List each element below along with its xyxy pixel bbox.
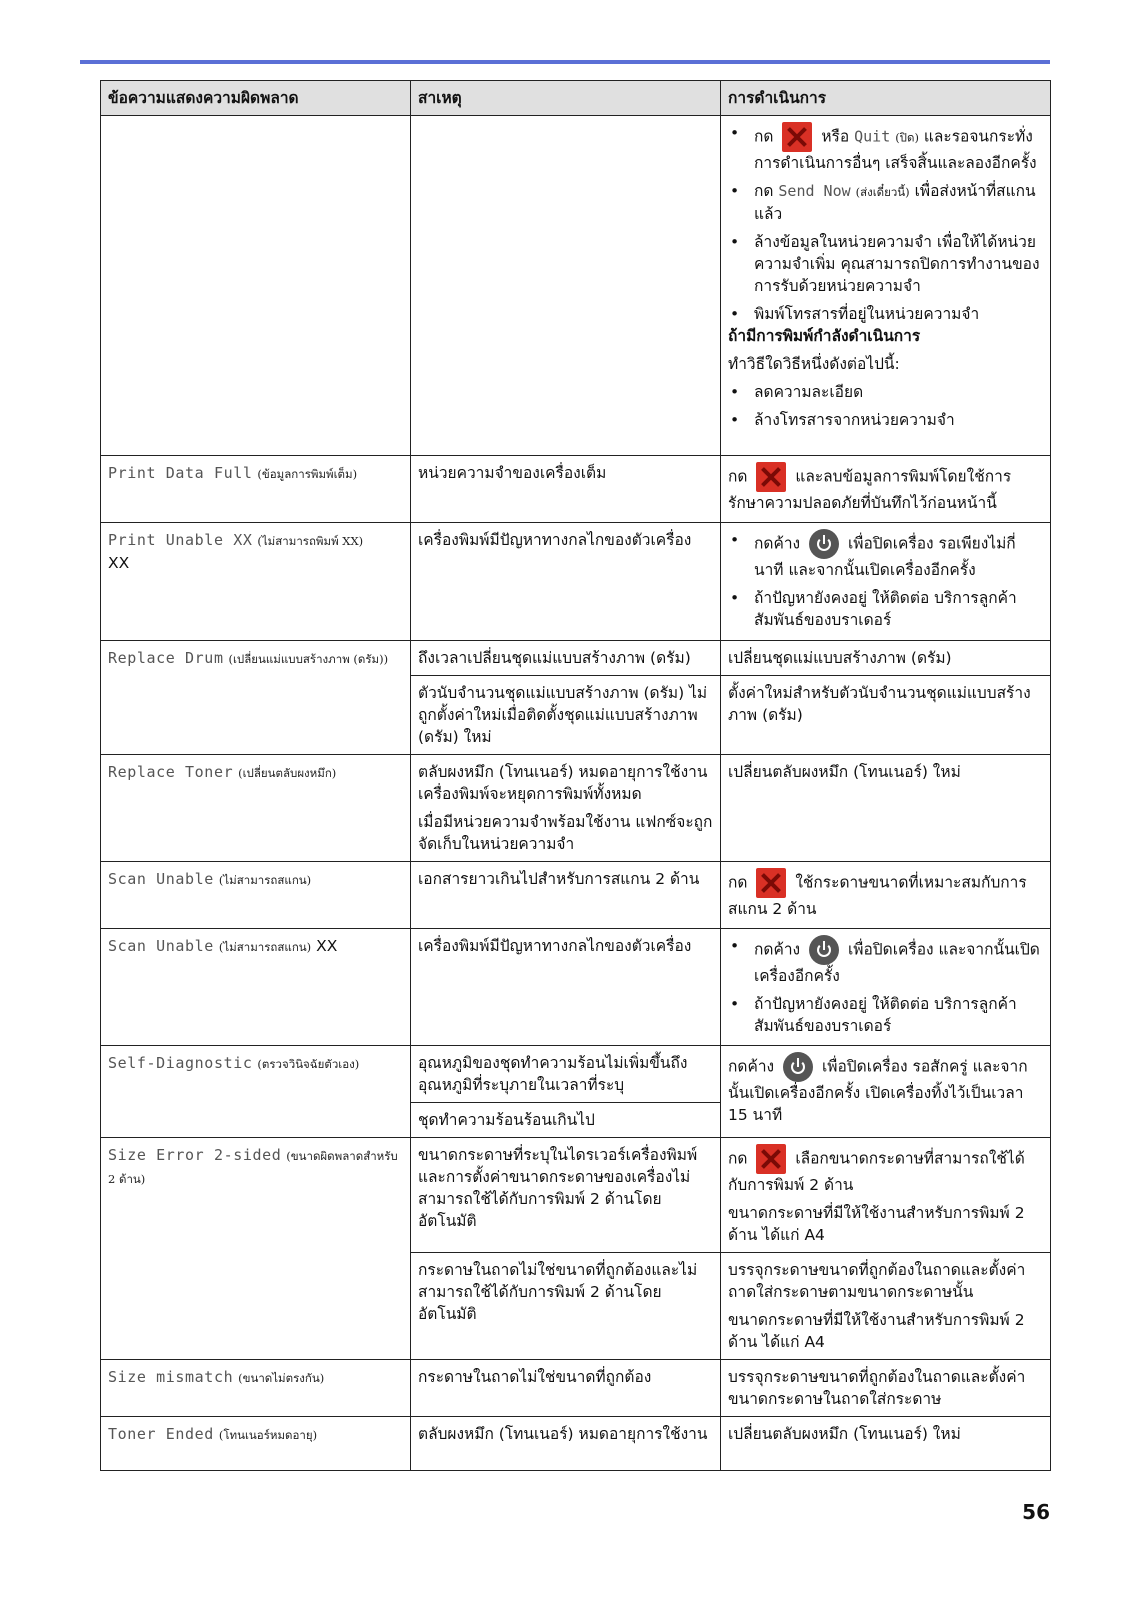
action-text: กดค้าง [754, 534, 801, 553]
action-cell [721, 929, 1051, 1046]
error-cell [101, 116, 411, 456]
action-list [728, 935, 1043, 1037]
subheading: ถ้ามีการพิมพ์กำลังดำเนินการ [728, 327, 921, 345]
error-suffix: XX [316, 937, 338, 955]
action-cell [721, 1138, 1051, 1253]
cause-cell: ตลับผงหมึก (โทนเนอร์) หมดอายุการใช้งาน [411, 1417, 721, 1471]
table-row [101, 641, 1051, 676]
action-cell: เปลี่ยนตลับผงหมึก (โทนเนอร์) ใหม่ [721, 755, 1051, 862]
error-translation: (ตรวจวินิจฉัยตัวเอง) [257, 1057, 360, 1071]
action-text: เพื่อปิดเครื่อง รอเพียงไม่กี่นาที และจากนั้นเปิดเครื่องอีกครั้ง [754, 534, 1016, 579]
table-row [101, 929, 1051, 1046]
table-row [101, 1360, 1051, 1417]
action-text: ขนาดกระดาษที่มีให้ใช้งานสำหรับการพิมพ์ 2 ด้าน ได้แก่ A4 [728, 1311, 1025, 1351]
error-message-table [100, 80, 1051, 1471]
error-cell [101, 1138, 411, 1360]
error-cell [101, 641, 411, 755]
error-translation: (เปลี่ยนแม่แบบสร้างภาพ (ดรัม)) [228, 652, 389, 666]
error-translation: (ขนาดผิดพลาดสำหรับ 2 ด้าน) [108, 1149, 398, 1186]
error-translation: (ข้อมูลการพิมพ์เต็ม) [257, 467, 358, 481]
cause-cell: หน่วยความจำของเครื่องเต็ม [411, 456, 721, 523]
cause-cell: เครื่องพิมพ์มีปัญหาทางกลไกของตัวเครื่อง [411, 929, 721, 1046]
error-code: Size Error 2-sided [108, 1146, 282, 1164]
cause-cell: ชุดทำความร้อนร้อนเกินไป [411, 1103, 721, 1138]
cause-cell: อุณหภูมิของชุดทำความร้อนไม่เพิ่มขึ้นถึงอุณหภูมิที่ระบุภายในเวลาที่ระบุ [411, 1046, 721, 1103]
list-item [728, 122, 1043, 174]
table-row [101, 1417, 1051, 1471]
action-text: เพื่อปิดเครื่อง รอสักครู่ และจากนั้นเปิดเครื่องอีกครั้ง เปิดเครื่องทิ้งไว้เป็นเวลา 15 นาที [728, 1057, 1028, 1124]
list-item: • ลดความละเอียด [728, 381, 1043, 403]
stop-x-icon [756, 1144, 786, 1174]
list-item: • ถ้าปัญหายังคงอยู่ ให้ติดต่อ บริการลูกค้าสัมพันธ์ของบราเดอร์ [728, 587, 1043, 631]
stop-x-icon [756, 868, 786, 898]
cause-cell: กระดาษในถาดไม่ใช่ขนาดที่ถูกต้อง [411, 1360, 721, 1417]
error-cell [101, 523, 411, 641]
error-code: Self-Diagnostic [108, 1054, 253, 1072]
table-header-row [101, 81, 1051, 116]
action-text: ใช้กระดาษขนาดที่เหมาะสมกับการสแกน 2 ด้าน [728, 873, 1027, 918]
power-icon [783, 1052, 813, 1082]
action-cell [721, 456, 1051, 523]
action-list [728, 122, 1043, 325]
action-cell: ตั้งค่าใหม่สำหรับตัวนับจำนวนชุดแม่แบบสร้างภาพ (ดรัม) [721, 676, 1051, 755]
error-cell [101, 1046, 411, 1138]
button-translation: (ปิด) [895, 130, 919, 145]
list-item [728, 529, 1043, 581]
list-item: • ถ้าปัญหายังคงอยู่ ให้ติดต่อ บริการลูกค้าสัมพันธ์ของบราเดอร์ [728, 993, 1043, 1037]
action-cell [721, 1046, 1051, 1138]
header-cause: สาเหตุ [411, 81, 721, 116]
error-translation: (เปลี่ยนตลับผงหมึก) [238, 766, 337, 780]
action-cell [721, 116, 1051, 456]
error-cell [101, 456, 411, 523]
action-cell [721, 1253, 1051, 1360]
header-action: การดำเนินการ [721, 81, 1051, 116]
action-text: กด [754, 182, 774, 200]
list-item [728, 180, 1043, 225]
table-row [101, 523, 1051, 641]
error-translation: (ไม่สามารถสแกน) [218, 940, 312, 954]
action-text: ขนาดกระดาษที่มีให้ใช้งานสำหรับการพิมพ์ 2 ด้าน ได้แก่ A4 [728, 1204, 1025, 1244]
error-translation: (ขนาดไม่ตรงกัน) [238, 1371, 325, 1385]
error-suffix: XX [108, 554, 130, 572]
list-item: • ล้างโทรสารจากหน่วยความจำ [728, 409, 1043, 431]
power-icon [809, 529, 839, 559]
error-code: Print Data Full [108, 464, 253, 482]
error-translation: (ไม่สามารถสแกน) [218, 873, 312, 887]
list-item: • ล้างข้อมูลในหน่วยความจำ เพื่อให้ได้หน่วยความจำเพิ่ม คุณสามารถปิดการทำงานของการรับด้วยหน่วยความจำ [728, 231, 1043, 297]
action-text: บรรจุกระดาษขนาดที่ถูกต้องในถาดและตั้งค่าถาดใส่กระดาษตามขนาดกระดาษนั้น [728, 1261, 1026, 1301]
stop-x-icon [756, 462, 786, 492]
action-cell: เปลี่ยนตลับผงหมึก (โทนเนอร์) ใหม่ [721, 1417, 1051, 1471]
button-code: Send Now [778, 182, 851, 200]
error-code: Replace Toner [108, 763, 234, 781]
cause-cell [411, 755, 721, 862]
stop-x-icon [782, 122, 812, 152]
error-cell [101, 1417, 411, 1471]
table-row [101, 1046, 1051, 1103]
power-icon [809, 935, 839, 965]
cause-cell [411, 116, 721, 456]
cause-text: ตลับผงหมึก (โทนเนอร์) หมดอายุการใช้งาน เครื่องพิมพ์จะหยุดการพิมพ์ทั้งหมด [418, 763, 708, 803]
cause-cell: ถึงเวลาเปลี่ยนชุดแม่แบบสร้างภาพ (ดรัม) [411, 641, 721, 676]
cause-text: เมื่อมีหน่วยความจำพร้อมใช้งาน แฟกซ์จะถูกจัดเก็บในหน่วยความจำ [418, 813, 713, 853]
action-text: กดค้าง [728, 1057, 775, 1076]
action-text: และลบข้อมูลการพิมพ์โดยใช้การรักษาความปลอดภัยที่บันทึกไว้ก่อนหน้านี้ [728, 467, 1012, 512]
action-text: เพื่อปิดเครื่อง และจากนั้นเปิดเครื่องอีกครั้ง [754, 940, 1040, 985]
action-list [728, 381, 1043, 431]
error-code: Replace Drum [108, 649, 224, 667]
error-code: Size mismatch [108, 1368, 234, 1386]
button-code: Quit [854, 127, 891, 146]
cause-cell: เครื่องพิมพ์มีปัญหาทางกลไกของตัวเครื่อง [411, 523, 721, 641]
action-cell: บรรจุกระดาษขนาดที่ถูกต้องในถาดและตั้งค่าขนาดกระดาษในถาดใส่กระดาษ [721, 1360, 1051, 1417]
error-code: Toner Ended [108, 1425, 214, 1443]
action-text: กด [754, 127, 774, 146]
action-text: เลือกขนาดกระดาษที่สามารถใช้ได้กับการพิมพ์ 2 ด้าน [728, 1149, 1025, 1194]
page-number: 56 [1022, 1500, 1050, 1524]
intro-text: ทำวิธีใดวิธีหนึ่งดังต่อไปนี้: [728, 355, 900, 373]
error-code: Scan Unable [108, 870, 214, 888]
list-item: • พิมพ์โทรสารที่อยู่ในหน่วยความจำ [728, 303, 1043, 325]
table-row [101, 755, 1051, 862]
action-text: หรือ [821, 127, 850, 146]
action-text: กดค้าง [754, 940, 801, 959]
error-cell [101, 929, 411, 1046]
error-translation: (โทนเนอร์หมดอายุ) [218, 1428, 318, 1442]
table-row [101, 456, 1051, 523]
action-text: กด [728, 467, 748, 486]
table-row [101, 116, 1051, 456]
action-text [728, 1144, 1043, 1196]
action-cell: เปลี่ยนชุดแม่แบบสร้างภาพ (ดรัม) [721, 641, 1051, 676]
error-code: Scan Unable [108, 937, 214, 955]
error-cell [101, 755, 411, 862]
action-text: กด [728, 873, 748, 892]
action-cell [721, 523, 1051, 641]
cause-cell: เอกสารยาวเกินไปสำหรับการสแกน 2 ด้าน [411, 862, 721, 929]
error-translation: (ไม่สามารถพิมพ์ XX) [257, 534, 364, 548]
error-cell [101, 862, 411, 929]
header-error-message: ข้อความแสดงความผิดพลาด [101, 81, 411, 116]
action-cell [721, 862, 1051, 929]
error-code: Print Unable XX [108, 531, 253, 549]
table-row [101, 862, 1051, 929]
button-translation: (ส่งเดี๋ยวนี้) [855, 185, 910, 199]
action-text: และรอจนกระทั่งการดำเนินการอื่นๆ เสร็จสิ้นและลองอีกครั้ง [754, 127, 1037, 172]
cause-cell: ตัวนับจำนวนชุดแม่แบบสร้างภาพ (ดรัม) ไม่ถูกตั้งค่าใหม่เมื่อติดตั้งชุดแม่แบบสร้างภาพ (ดรัม) ใหม่ [411, 676, 721, 755]
cause-cell: ขนาดกระดาษที่ระบุในไดรเวอร์เครื่องพิมพ์และการตั้งค่าขนาดกระดาษของเครื่องไม่สามารถใช้ได้กับการพิมพ์ 2 ด้านโดยอัตโนมัติ [411, 1138, 721, 1253]
list-item [728, 935, 1043, 987]
action-text: กด [728, 1149, 748, 1168]
error-cell [101, 1360, 411, 1417]
table-row [101, 1138, 1051, 1253]
cause-cell: กระดาษในถาดไม่ใช่ขนาดที่ถูกต้องและไม่สามารถใช้ได้กับการพิมพ์ 2 ด้านโดยอัตโนมัติ [411, 1253, 721, 1360]
top-rule [80, 60, 1050, 64]
action-list [728, 529, 1043, 631]
action-text: เพื่อส่งหน้าที่สแกนแล้ว [754, 182, 1036, 223]
